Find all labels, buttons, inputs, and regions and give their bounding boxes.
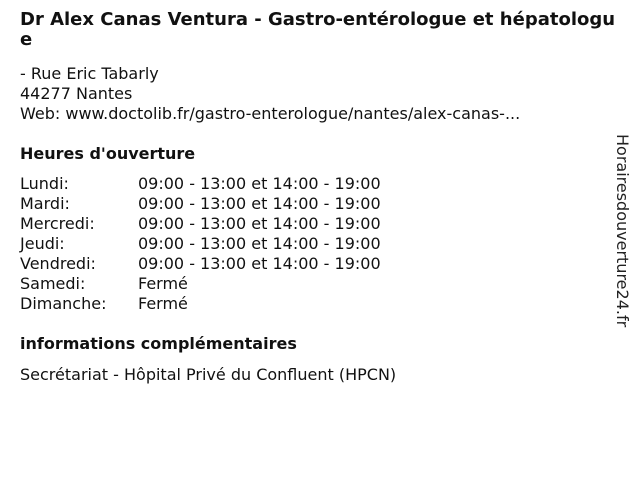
hours-row-thursday <box>20 234 520 254</box>
day-hours: 09:00 - 13:00 et 14:00 - 19:00 <box>138 214 381 233</box>
day-hours: 09:00 - 13:00 et 14:00 - 19:00 <box>138 234 381 253</box>
day-label: Lundi: <box>20 174 69 193</box>
hours-row-friday <box>20 254 520 274</box>
day-label: Dimanche: <box>20 294 107 313</box>
hours-row-wednesday <box>20 214 520 234</box>
watermark <box>612 134 632 368</box>
hours-row-saturday <box>20 274 520 294</box>
hours-row-monday <box>20 174 520 194</box>
address-city: 44277 Nantes <box>20 84 133 103</box>
day-hours: Fermé <box>138 294 188 313</box>
opening-hours-table <box>20 174 520 314</box>
day-label: Samedi: <box>20 274 86 293</box>
opening-hours-heading: Heures d'ouverture <box>20 144 196 163</box>
hours-row-sunday <box>20 294 520 314</box>
day-hours: 09:00 - 13:00 et 14:00 - 19:00 <box>138 174 381 193</box>
day-label: Jeudi: <box>20 234 65 253</box>
additional-info-heading: informations complémentaires <box>20 334 297 353</box>
address-block <box>20 64 600 124</box>
day-hours: 09:00 - 13:00 et 14:00 - 19:00 <box>138 194 381 213</box>
day-hours: Fermé <box>138 274 188 293</box>
day-label: Mardi: <box>20 194 70 213</box>
watermark-text: Horairesdouverture24.fr <box>613 134 632 328</box>
page-title: Dr Alex Canas Ventura - Gastro-entérologue et hépatologue <box>20 9 616 50</box>
additional-info-text: Secrétariat - Hôpital Privé du Confluent (HPCN) <box>20 365 397 384</box>
day-hours: 09:00 - 13:00 et 14:00 - 19:00 <box>138 254 381 273</box>
website-text: Web: www.doctolib.fr/gastro-enterologue/nantes/alex-canas-... <box>20 104 521 123</box>
address-street: - Rue Eric Tabarly <box>20 64 159 83</box>
day-label: Vendredi: <box>20 254 96 273</box>
day-label: Mercredi: <box>20 214 95 233</box>
hours-row-tuesday <box>20 194 520 214</box>
